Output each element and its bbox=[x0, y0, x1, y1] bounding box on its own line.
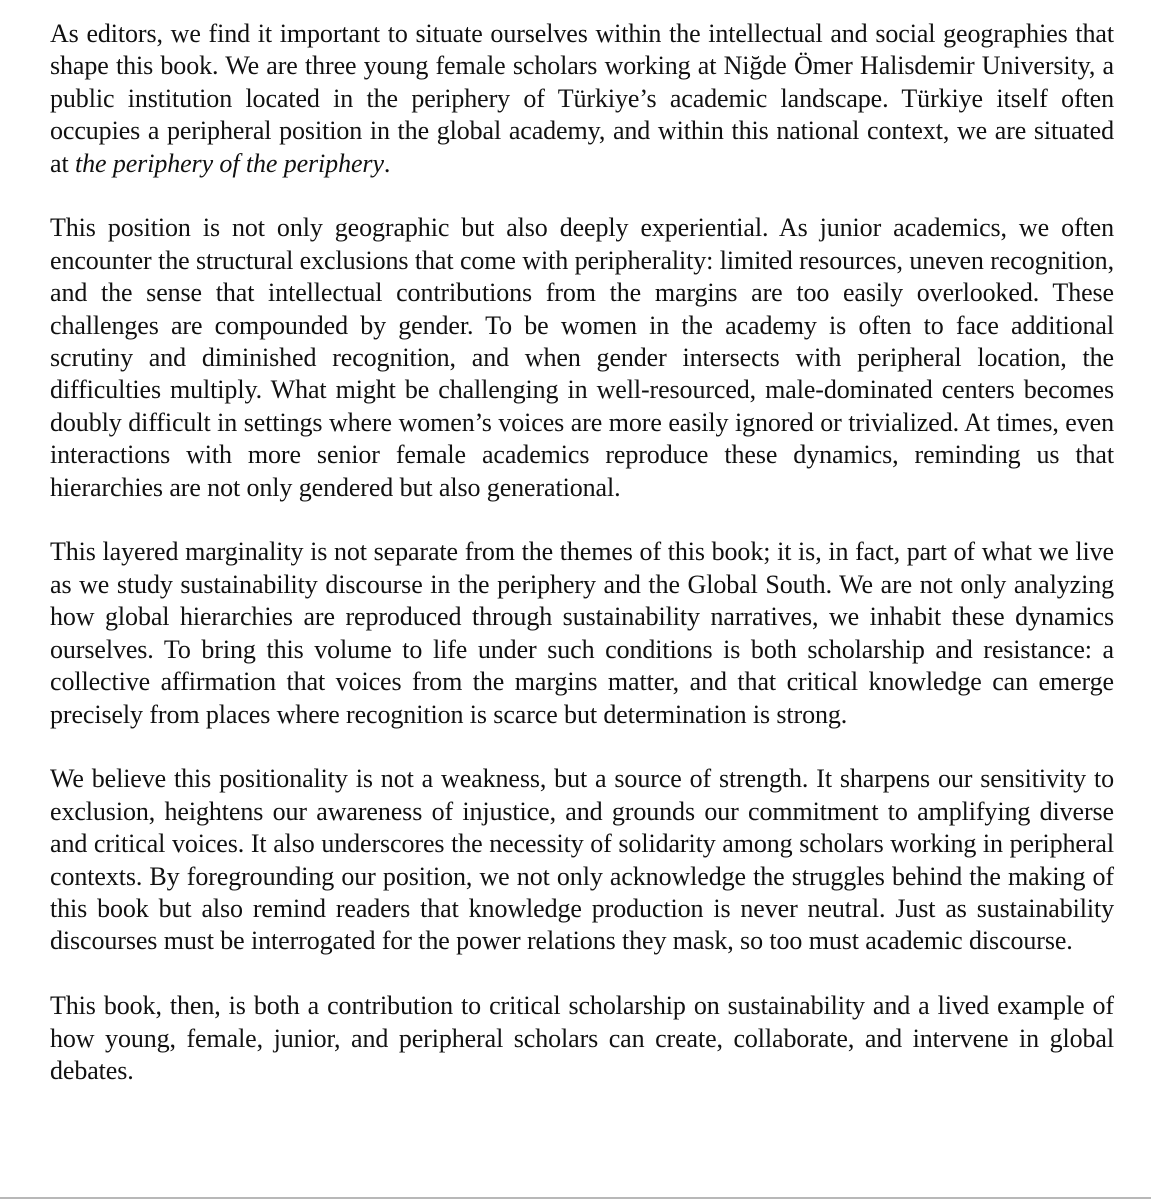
emphasis-text: the periphery of the periphery bbox=[74, 148, 384, 178]
document-body bbox=[50, 18, 1114, 1087]
paragraph-layered-marginality: This layered marginality is not separate from the themes of this book; it is, in fact, part of what we live as we study sustainability discourse in the periphery and the Global South. We are not only analyzing how global hierarchies are reproduced through sustainability narratives, we inhabit these dynamics ourselves. To bring this volume to life under such conditions is both scholarship and resistance: a collective affirmation that voices from the margins matter, and that critical knowledge can emerge precisely from places where recognition is scarce but determination is strong. bbox=[50, 537, 1114, 729]
paragraph-strength: We believe this positionality is not a weakness, but a source of strength. It sharpens our sensitivity to exclusion, heightens our awareness of injustice, and grounds our commitment to amplifying diverse and critical voices. It also underscores the necessity of solidarity among scholars working in peripheral contexts. By foregrounding our position, we not only acknowledge the struggles behind the making of this book but also remind readers that knowledge production is never neutral. Just as sustainability discourses must be interrogated for the power relations they mask, so too must academic discourse. bbox=[50, 764, 1114, 956]
paragraph-positionality-intro bbox=[50, 18, 1114, 180]
paragraph-text: As editors, we find it important to situate ourselves within the intellectual and social geographies that shape this book. We are three young female scholars working at Niğde Ömer Halisdemir University, a public institution located in the periphery of Türkiye’s academic landscape. Türkiye itself often occupies a peripheral position in the global academy, and within this national context, we are situated at bbox=[50, 19, 1114, 178]
paragraph-text-end: . bbox=[383, 148, 391, 178]
page-bottom-divider bbox=[0, 1197, 1151, 1199]
paragraph-experiential: This position is not only geographic but also deeply experiential. As junior academics, we often encounter the structural exclusions that come with peripherality: limited resources, uneven recognition, and the sense that intellectual contributions from the margins are too easily overlooked. These challenges are compounded by gender. To be women in the academy is often to face additional scrutiny and diminished recognition, and when gender intersects with peripheral location, the difficulties multiply. What might be challenging in well-resourced, male-dominated centers becomes doubly difficult in settings where women’s voices are more easily ignored or trivialized. At times, even interactions with more senior female academics reproduce these dynamics, reminding us that hierarchies are not only gendered but also generational. bbox=[50, 213, 1114, 502]
paragraph-conclusion: This book, then, is both a contribution to critical scholarship on sustainability and a lived example of how young, female, junior, and peripheral scholars can create, collaborate, and intervene in global debates. bbox=[50, 991, 1114, 1085]
